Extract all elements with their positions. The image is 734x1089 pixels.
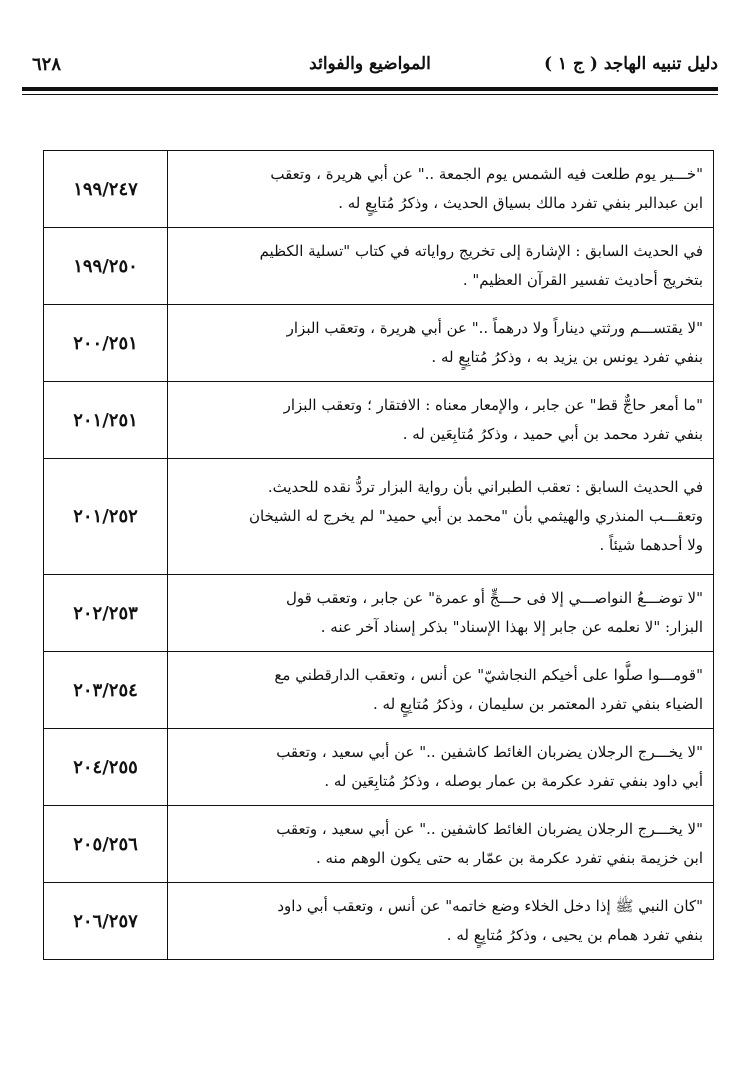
table-row (44, 151, 714, 228)
entry-text-line: البزار: "لا نعلمه عن جابر إلا بهذا الإسناد" بذكر إسناد آخر عنه . (320, 618, 703, 636)
entry-text-line: بنفي تفرد همام بن يحيى ، وذكرُ مُتابِعٍ له . (446, 926, 703, 944)
entry-text-line: "لا يخـــرج الرجلان يضربان الغائط كاشفين .." عن أبي سعيد ، وتعقب (276, 820, 703, 838)
section-title: المواضيع والفوائد (309, 54, 431, 74)
entry-text (168, 382, 714, 459)
page-number: ٦٢٨ (32, 54, 62, 75)
entry-text-line: وتعقـــب المنذري والهيثمي بأن "محمد بن أبي حميد" لم يخرج له الشيخان (248, 507, 703, 525)
table-row (44, 305, 714, 382)
table-row (44, 652, 714, 729)
entry-text-line: الضياء بنفي تفرد المعتمر بن سليمان ، وذكرُ مُتابِعٍ له . (373, 695, 703, 713)
table-row (44, 806, 714, 883)
entry-text (168, 305, 714, 382)
entry-text (168, 883, 714, 960)
entry-text-line: في الحديث السابق : تعقب الطبراني بأن رواية البزار تردُّ نقده للحديث. (267, 478, 703, 496)
entry-text-line: ابن عبدالبر بنفي تفرد مالك بسياق الحديث ، وذكرُ مُتابِعٍ له . (338, 194, 703, 212)
table-row (44, 729, 714, 806)
header-rule-thin (22, 94, 718, 95)
entries-table (43, 150, 714, 960)
entry-text-line: "لا توضـــعُ النواصـــي إلا فى حـــجٍّ أو عمرة" عن جابر ، وتعقب قول (286, 589, 703, 607)
table-row (44, 883, 714, 960)
table-row (44, 459, 714, 575)
entry-reference: ٢٠٤/٢٥٥ (44, 729, 168, 806)
entry-reference: ٢٠١/٢٥١ (44, 382, 168, 459)
entry-reference: ٢٠٠/٢٥١ (44, 305, 168, 382)
table-row (44, 382, 714, 459)
entry-text-line: بنفي تفرد محمد بن أبي حميد ، وذكرُ مُتابِعَين له . (402, 425, 703, 443)
entry-text (168, 575, 714, 652)
entry-text-line: "لا يخـــرج الرجلان يضربان الغائط كاشفين .." عن أبي سعيد ، وتعقب (276, 743, 703, 761)
table-row (44, 575, 714, 652)
entry-reference: ٢٠٦/٢٥٧ (44, 883, 168, 960)
entry-text-line: "ما أمعر حاجٌّ قط" عن جابر ، والإمعار معناه : الافتقار ؛ وتعقب البزار (283, 396, 703, 414)
entry-text (168, 151, 714, 228)
entry-text-line: "خـــير يوم طلعت فيه الشمس يوم الجمعة .." عن أبي هريرة ، وتعقب (270, 165, 703, 183)
entry-text (168, 806, 714, 883)
entry-reference: ١٩٩/٢٤٧ (44, 151, 168, 228)
entry-reference: ٢٠٣/٢٥٤ (44, 652, 168, 729)
entry-text-line: ابن خزيمة بنفي تفرد عكرمة بن عمّار به حتى يكون الوهم منه . (315, 849, 703, 867)
table-row (44, 228, 714, 305)
entry-text (168, 459, 714, 575)
header-rule-thick (22, 87, 718, 91)
entry-text (168, 228, 714, 305)
entry-text (168, 652, 714, 729)
entry-text-line: أبي داود بنفي تفرد عكرمة بن عمار بوصله ، وذكرُ مُتابِعَين له . (324, 772, 703, 790)
running-header (22, 52, 718, 86)
entry-reference: ٢٠٥/٢٥٦ (44, 806, 168, 883)
entry-reference: ٢٠٢/٢٥٣ (44, 575, 168, 652)
entry-reference: ٢٠١/٢٥٢ (44, 459, 168, 575)
entry-text-line: ولا أحدهما شيئاً . (599, 536, 703, 554)
entry-text (168, 729, 714, 806)
entry-text-line: "كان النبي ﷺ إذا دخل الخلاء وضع خاتمه" عن أنس ، وتعقب أبي داود (277, 897, 703, 915)
entry-text-line: بتخريج أحاديث تفسير القرآن العظيم" . (462, 271, 703, 289)
entry-text-line: "قومـــوا صلُّوا على أخيكم النجاشيّ" عن أنس ، وتعقب الدارقطني مع (274, 666, 703, 684)
entry-text-line: في الحديث السابق : الإشارة إلى تخريج رواياته في كتاب "تسلية الكظيم (259, 242, 703, 260)
entry-text-line: بنفي تفرد يونس بن يزيد به ، وذكرُ مُتابِعٍ له . (431, 348, 703, 366)
entry-reference: ١٩٩/٢٥٠ (44, 228, 168, 305)
book-title: دليل تنبيه الهاجد ( ج ١ ) (543, 54, 718, 74)
entry-text-line: "لا يقتســـم ورثتي ديناراً ولا درهماً .." عن أبي هريرة ، وتعقب البزار (286, 319, 703, 337)
